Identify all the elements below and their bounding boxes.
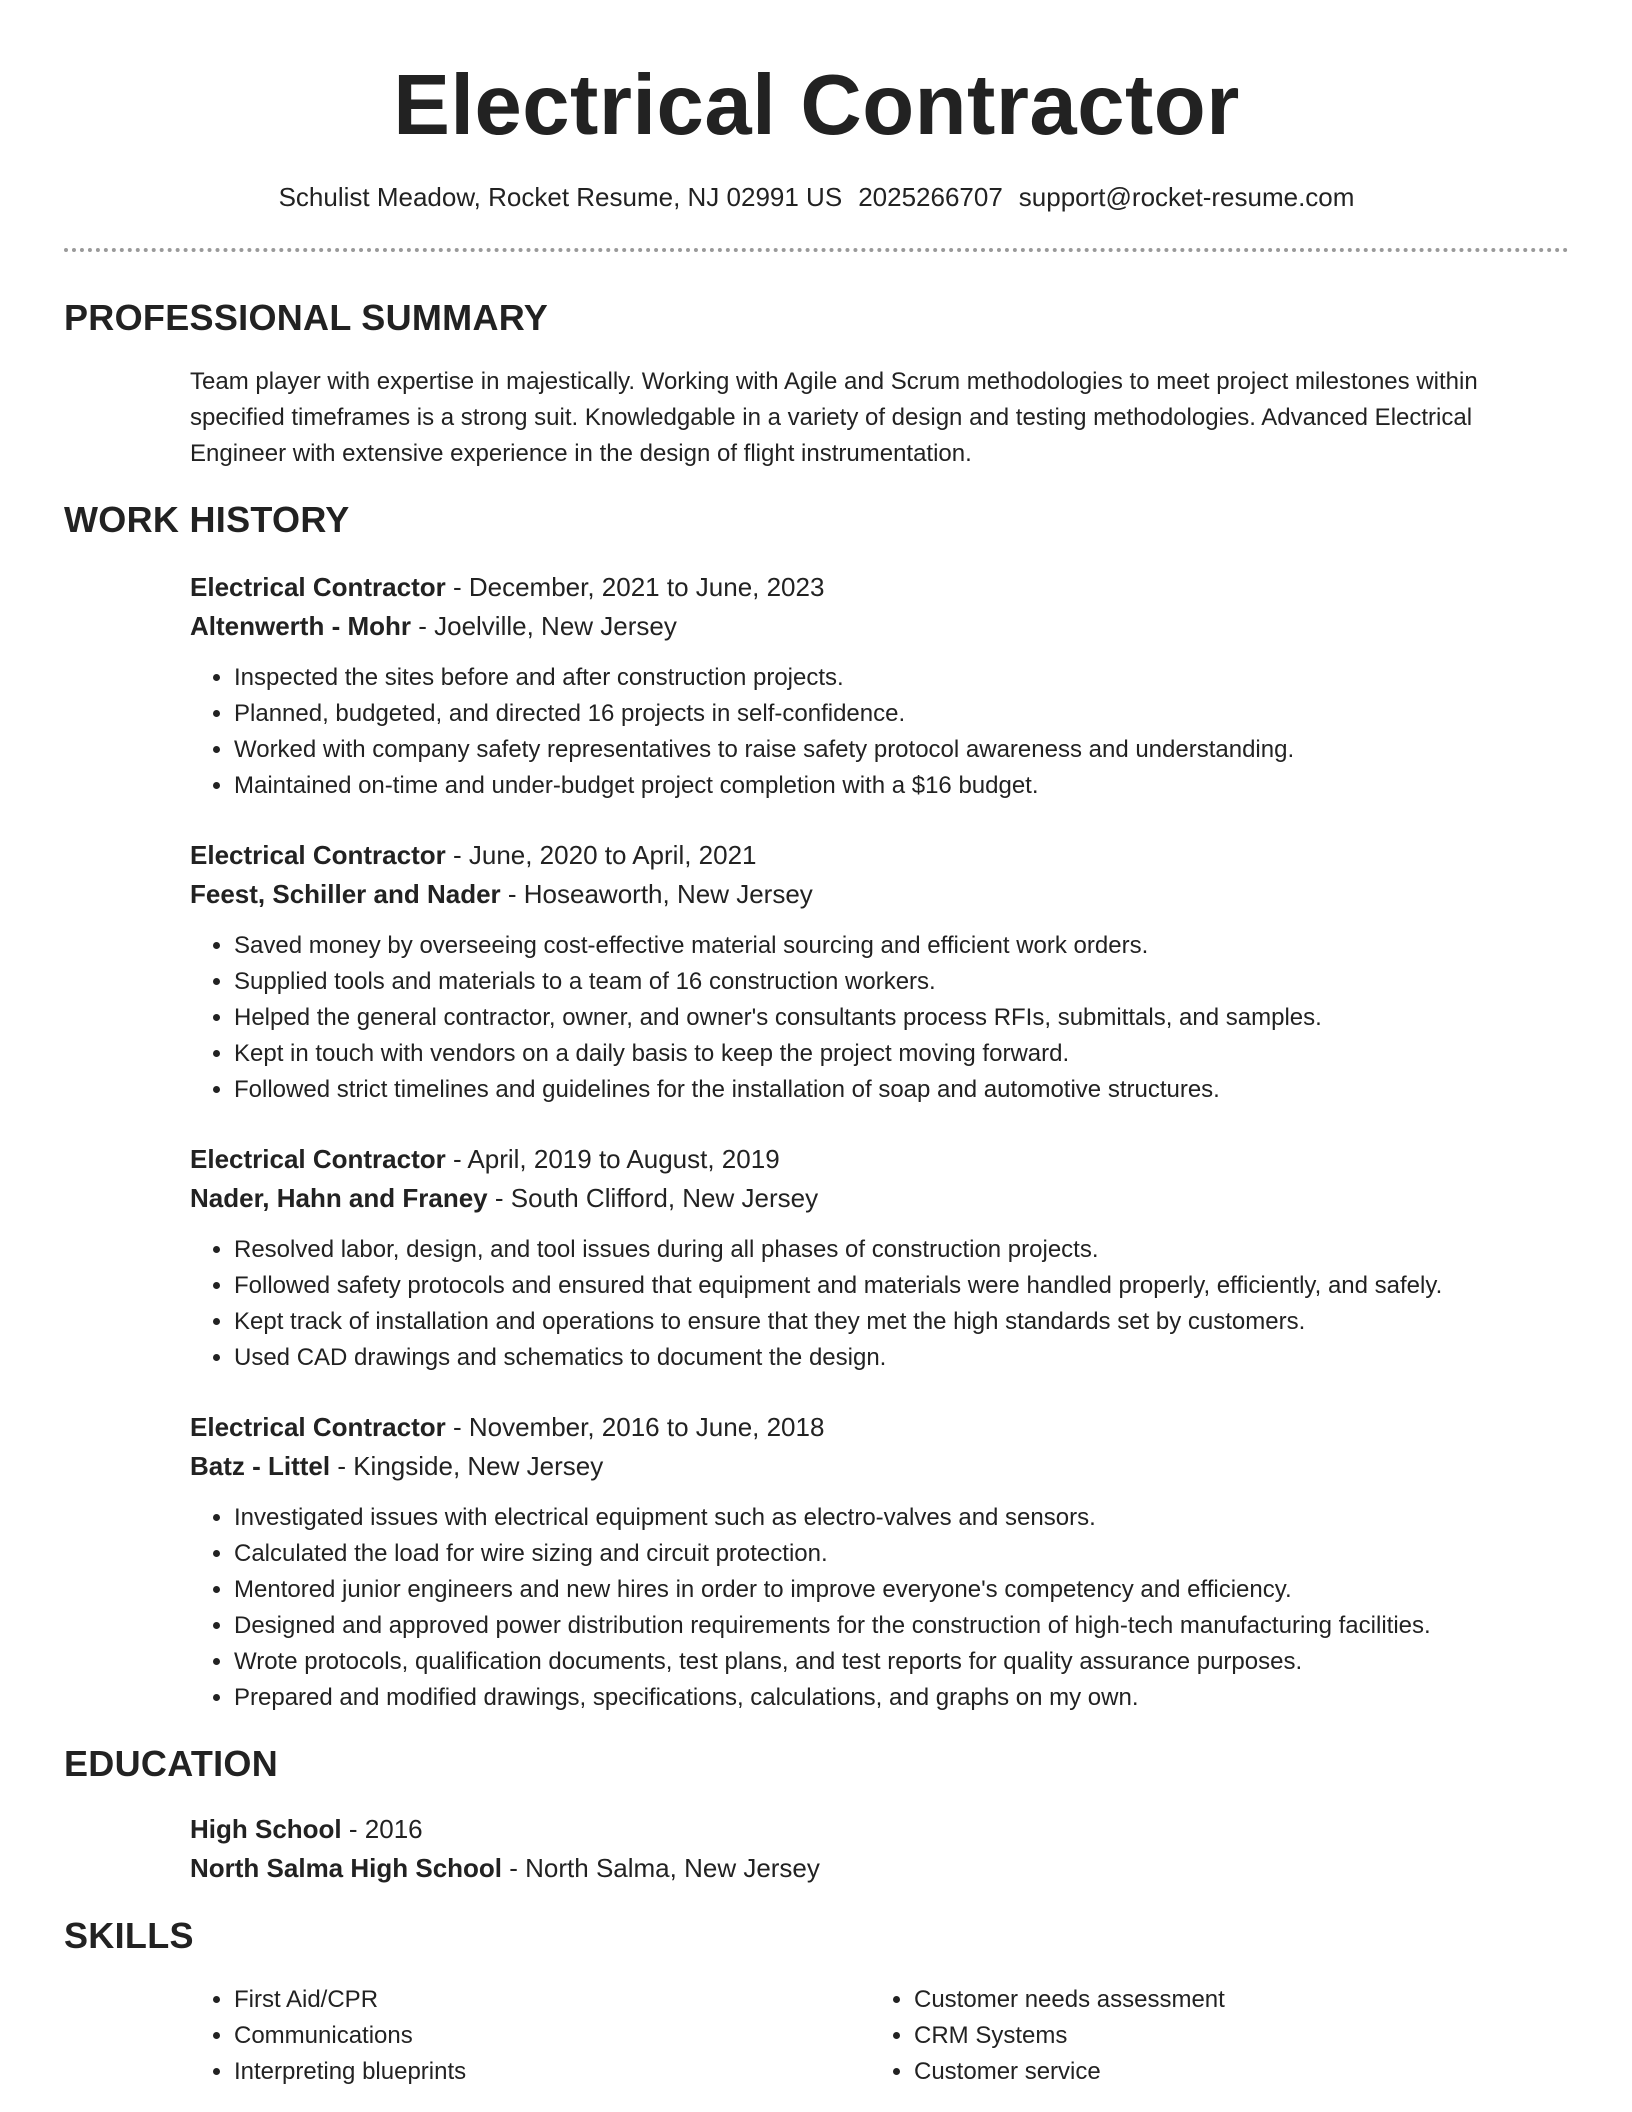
job-bullet: • Followed safety protocols and ensured that equipment and materials were handled properly, efficiently, and safely. — [234, 1268, 1569, 1304]
job-entry — [190, 1140, 1569, 1376]
job-dates: - December, 2021 to June, 2023 — [445, 572, 825, 602]
skills-left-column — [190, 1982, 870, 2090]
header-divider — [64, 248, 1569, 252]
job-entry — [190, 836, 1569, 1108]
contact-line — [64, 180, 1569, 214]
contact-address: Schulist Meadow, Rocket Resume, NJ 02991 US — [278, 182, 843, 212]
skill-item: • Interpreting blueprints — [234, 2054, 870, 2090]
job-bullet: • Inspected the sites before and after construction projects. — [234, 660, 1569, 696]
contact-phone: 2025266707 — [858, 182, 1003, 212]
job-bullet: • Kept track of installation and operations to ensure that they met the high standards set by customers. — [234, 1304, 1569, 1340]
job-location: - South Clifford, New Jersey — [487, 1183, 819, 1213]
job-bullet: • Worked with company safety representatives to raise safety protocol awareness and understanding. — [234, 732, 1569, 768]
job-location: - Joelville, New Jersey — [411, 611, 677, 641]
job-title-line — [190, 568, 1569, 607]
skills-columns — [190, 1982, 1569, 2090]
job-bullet: • Wrote protocols, qualification documents, test plans, and test reports for quality assurance purposes. — [234, 1644, 1569, 1680]
job-role: Electrical Contractor — [190, 840, 446, 870]
job-bullet: • Mentored junior engineers and new hires in order to improve everyone's competency and efficiency. — [234, 1572, 1569, 1608]
job-bullet: • Supplied tools and materials to a team of 16 construction workers. — [234, 964, 1569, 1000]
contact-email[interactable]: support@rocket-resume.com — [1018, 182, 1355, 212]
job-bullet: • Investigated issues with electrical equipment such as electro-valves and sensors. — [234, 1500, 1569, 1536]
job-bullet: • Kept in touch with vendors on a daily basis to keep the project moving forward. — [234, 1036, 1569, 1072]
skill-item: • First Aid/CPR — [234, 1982, 870, 2018]
job-bullet: • Calculated the load for wire sizing and circuit protection. — [234, 1536, 1569, 1572]
job-company: Nader, Hahn and Franey — [190, 1183, 488, 1213]
education-degree-line — [190, 1810, 1569, 1849]
job-role: Electrical Contractor — [190, 572, 446, 602]
job-company: Feest, Schiller and Nader — [190, 879, 501, 909]
job-role: Electrical Contractor — [190, 1144, 446, 1174]
job-company-line — [190, 875, 1569, 914]
job-bullet: • Helped the general contractor, owner, and owner's consultants process RFIs, submittals, and samples. — [234, 1000, 1569, 1036]
job-location: - Hoseaworth, New Jersey — [500, 879, 813, 909]
resume-name: Electrical Contractor — [393, 58, 1240, 153]
job-entry — [190, 568, 1569, 804]
job-company: Batz - Littel — [190, 1451, 331, 1481]
job-company-line — [190, 607, 1569, 646]
education-entry — [190, 1810, 1569, 1888]
education-location: - North Salma, New Jersey — [502, 1853, 820, 1883]
job-bullet: • Saved money by overseeing cost-effective material sourcing and efficient work orders. — [234, 928, 1569, 964]
summary-heading: PROFESSIONAL SUMMARY — [64, 297, 549, 338]
job-company-line — [190, 1179, 1569, 1218]
skill-item: • Customer needs assessment — [914, 1982, 1550, 2018]
job-title-line — [190, 836, 1569, 875]
job-dates: - June, 2020 to April, 2021 — [445, 840, 757, 870]
resume-page — [64, 0, 1569, 2112]
job-bullets — [190, 1232, 1569, 1376]
job-bullet: • Prepared and modified drawings, specifications, calculations, and graphs on my own. — [234, 1680, 1569, 1716]
job-bullet: • Maintained on-time and under-budget project completion with a $16 budget. — [234, 768, 1569, 804]
job-bullets — [190, 1500, 1569, 1716]
skill-item: • Customer service — [914, 2054, 1550, 2090]
skills-right-column — [870, 1982, 1550, 2090]
job-company-line — [190, 1447, 1569, 1486]
education-degree: High School — [190, 1814, 342, 1844]
work-history-heading: WORK HISTORY — [64, 499, 350, 540]
job-role: Electrical Contractor — [190, 1412, 446, 1442]
job-dates: - April, 2019 to August, 2019 — [445, 1144, 780, 1174]
job-entry — [190, 1408, 1569, 1716]
job-bullet: • Resolved labor, design, and tool issues during all phases of construction projects. — [234, 1232, 1569, 1268]
job-company: Altenwerth - Mohr — [190, 611, 411, 641]
education-heading: EDUCATION — [64, 1743, 279, 1784]
job-bullet: • Followed strict timelines and guidelines for the installation of soap and automotive structures. — [234, 1072, 1569, 1108]
job-bullets — [190, 660, 1569, 804]
education-school-line — [190, 1849, 1569, 1888]
job-title-line — [190, 1140, 1569, 1179]
skill-item: • Communications — [234, 2018, 870, 2054]
job-bullet: • Planned, budgeted, and directed 16 projects in self-confidence. — [234, 696, 1569, 732]
education-year: - 2016 — [341, 1814, 423, 1844]
education-school: North Salma High School — [190, 1853, 503, 1883]
skill-item: • CRM Systems — [914, 2018, 1550, 2054]
job-bullet: • Used CAD drawings and schematics to document the design. — [234, 1340, 1569, 1376]
skills-heading: SKILLS — [64, 1915, 194, 1956]
job-dates: - November, 2016 to June, 2018 — [445, 1412, 825, 1442]
job-location: - Kingside, New Jersey — [330, 1451, 604, 1481]
job-title-line — [190, 1408, 1569, 1447]
summary-text: Team player with expertise in majestically. Working with Agile and Scrum methodologies to meet project milestones within specified timeframes is a strong suit. Knowledgable in a variety of design and testing methodologies. Advanced Electrical Engineer with extensive experience in the design of flight instrumentation. — [190, 368, 1478, 467]
job-bullets — [190, 928, 1569, 1108]
job-bullet: • Designed and approved power distribution requirements for the construction of high-tech manufacturing facilities. — [234, 1608, 1569, 1644]
